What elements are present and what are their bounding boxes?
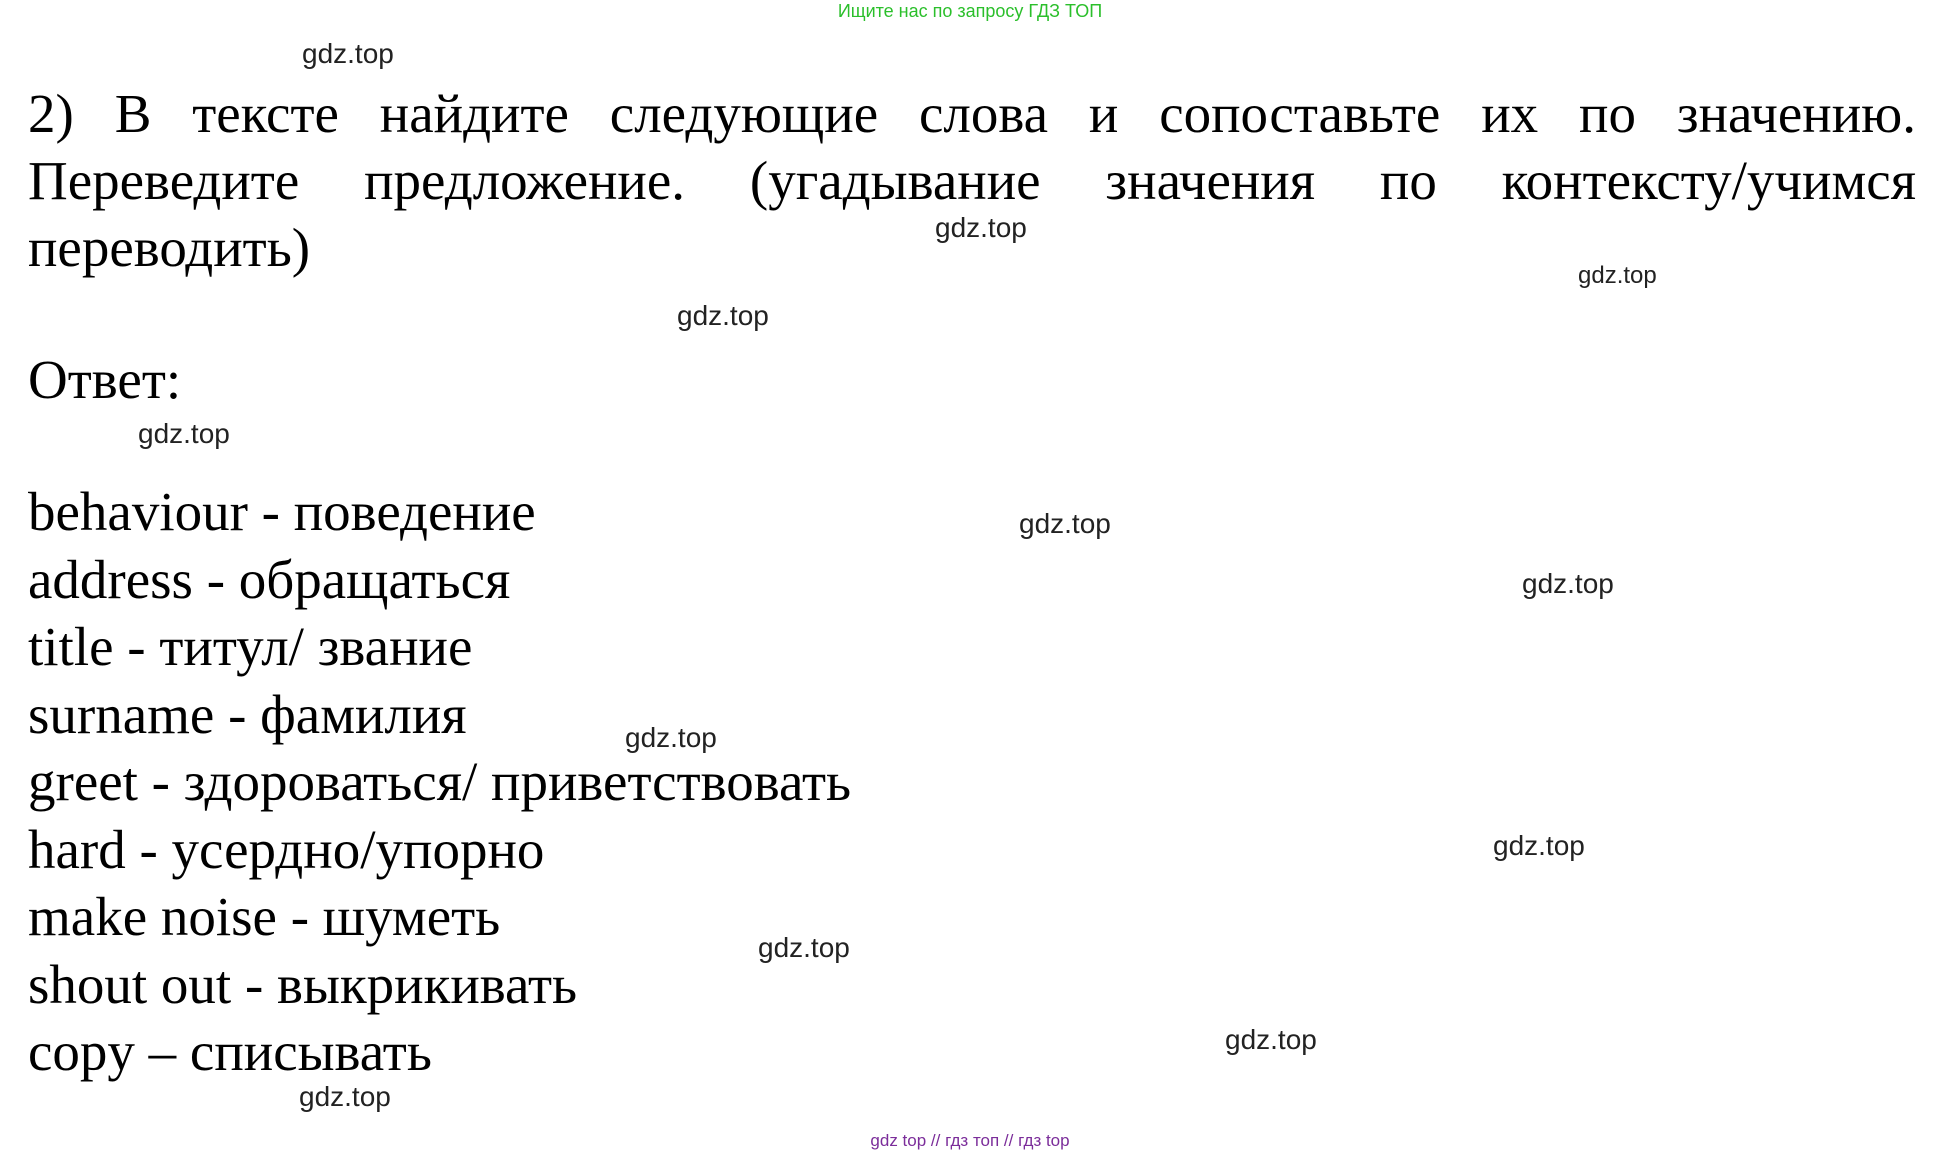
footer: gdz top // гдз топ // гдз top (870, 1131, 1070, 1150)
answer-item: surname - фамилия (28, 683, 467, 745)
watermark: gdz.top (625, 722, 717, 753)
watermark: gdz.top (1225, 1024, 1317, 1055)
answer-item: make noise - шуметь (28, 886, 501, 947)
watermark: gdz.top (1522, 568, 1614, 599)
watermark: gdz.top (677, 300, 769, 331)
answer-item: hard - усердно/упорно (28, 818, 545, 880)
answer-item: behaviour - поведение (28, 481, 536, 542)
watermark: gdz.top (302, 38, 394, 69)
answer-item: greet - здороваться/ приветствовать (28, 751, 852, 812)
watermark: gdz.top (1019, 508, 1111, 539)
watermark: gdz.top (299, 1081, 391, 1112)
answer-item: title - титул/ звание (28, 616, 473, 677)
watermark: gdz.top (758, 932, 850, 963)
watermark: gdz.top (1578, 262, 1657, 289)
answer-item: copy – списывать (28, 1021, 432, 1082)
answer-item: shout out - выкрикивать (28, 953, 578, 1015)
top-banner: Ищите нас по запросу ГДЗ ТОП (837, 1, 1103, 21)
task-text: 2) В тексте найдите следующие слова и сопоставьте их по значению. Переведите предложение. (угадывание значения по контексту/учимся переводить) (28, 83, 1916, 278)
answer-item: address - обращаться (28, 548, 511, 610)
watermark: gdz.top (138, 418, 230, 449)
answer-list (28, 478, 851, 1086)
watermark: gdz.top (1493, 830, 1585, 861)
watermark: gdz.top (935, 212, 1027, 243)
answer-label: Ответ: (28, 349, 182, 410)
